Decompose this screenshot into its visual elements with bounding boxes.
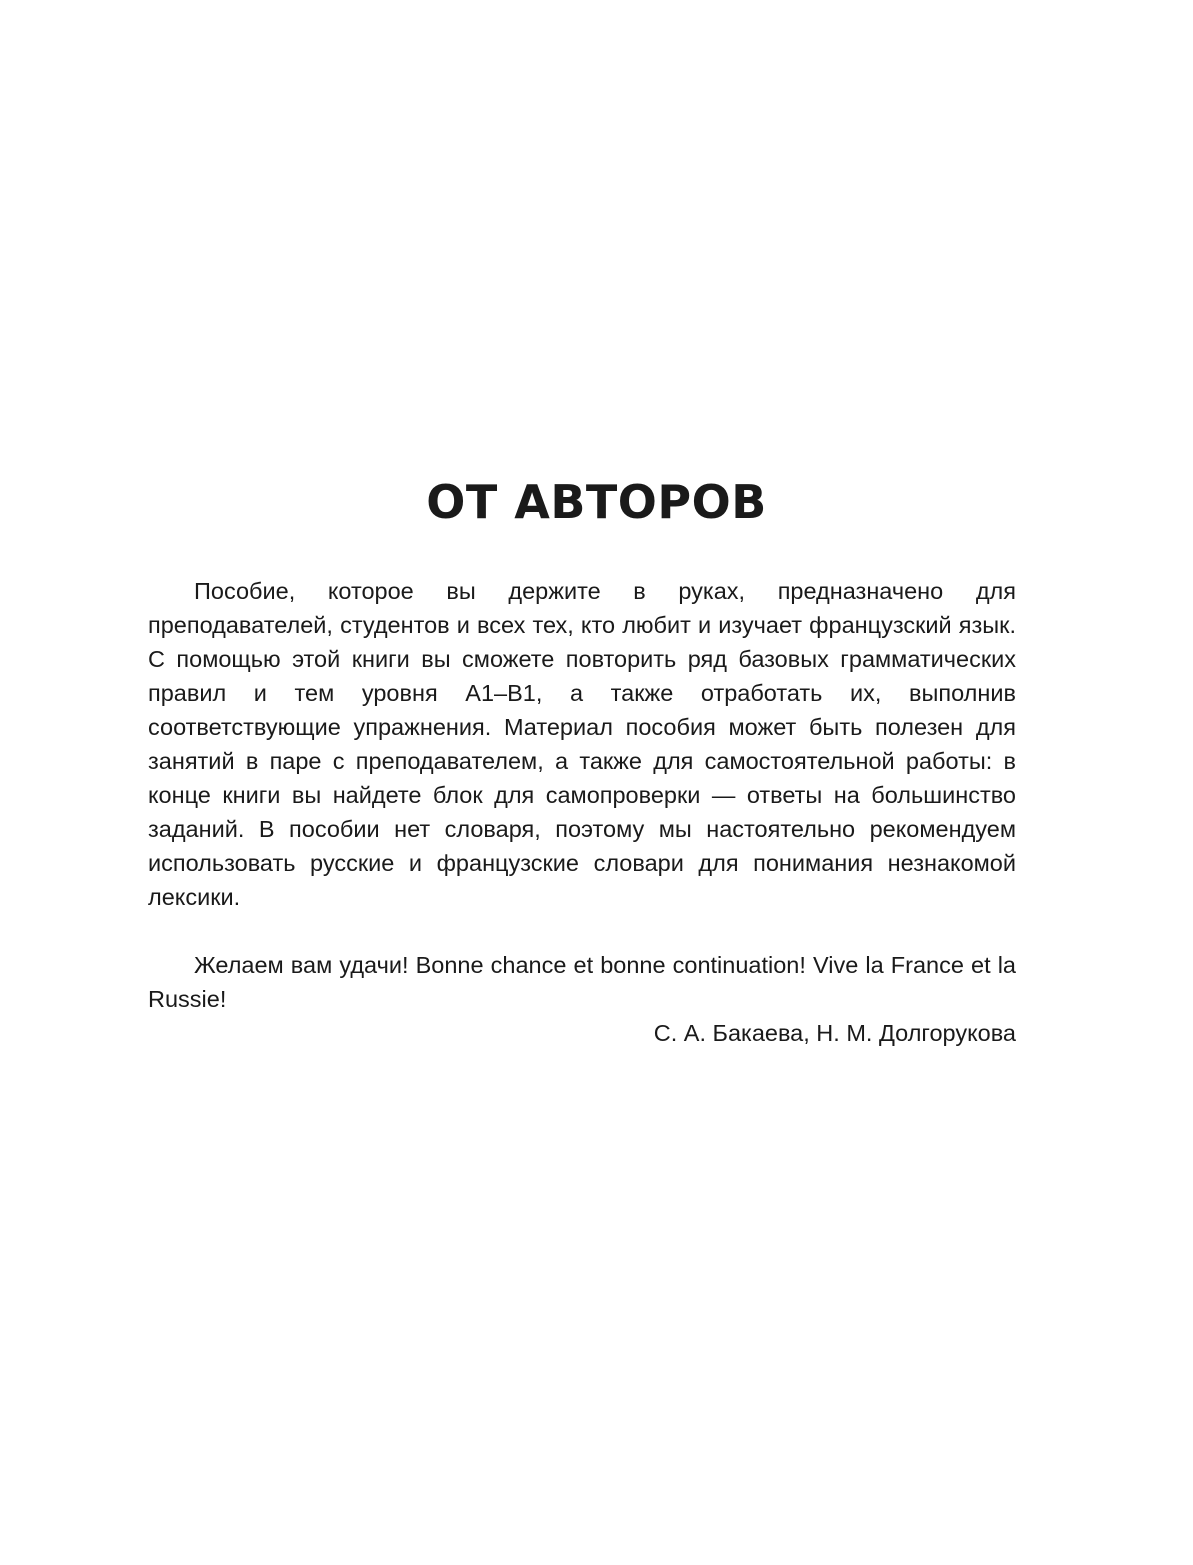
authors-signature: С. А. Бакаева, Н. М. Долгорукова <box>653 1020 1016 1046</box>
page-title: ОТ АВТОРОВ <box>426 475 767 529</box>
preface-paragraph-1: Пособие, которое вы держите в руках, предназначено для преподавателей, студентов и всех тех, кто любит и изучает французский язык. С помощью этой книги вы сможете повторить ряд базовых грамматических правил и тем уровня A1–B1, а также отработать их, выполнив соответствующие упражнения. Материал пособия может быть полезен для занятий в паре с преподавателем, а также для самостоятельной работы: в конце книги вы найдете блок для самопроверки — ответы на большинство заданий. В пособии нет словаря, поэтому мы настоятельно рекомендуем использовать русские и французские словари для понимания незнакомой лексики. <box>148 578 1016 910</box>
preface-paragraph-2: Желаем вам удачи! Bonne chance et bonne continuation! Vive la France et la Russie! <box>148 952 1016 1012</box>
preface-body <box>148 574 1016 1050</box>
